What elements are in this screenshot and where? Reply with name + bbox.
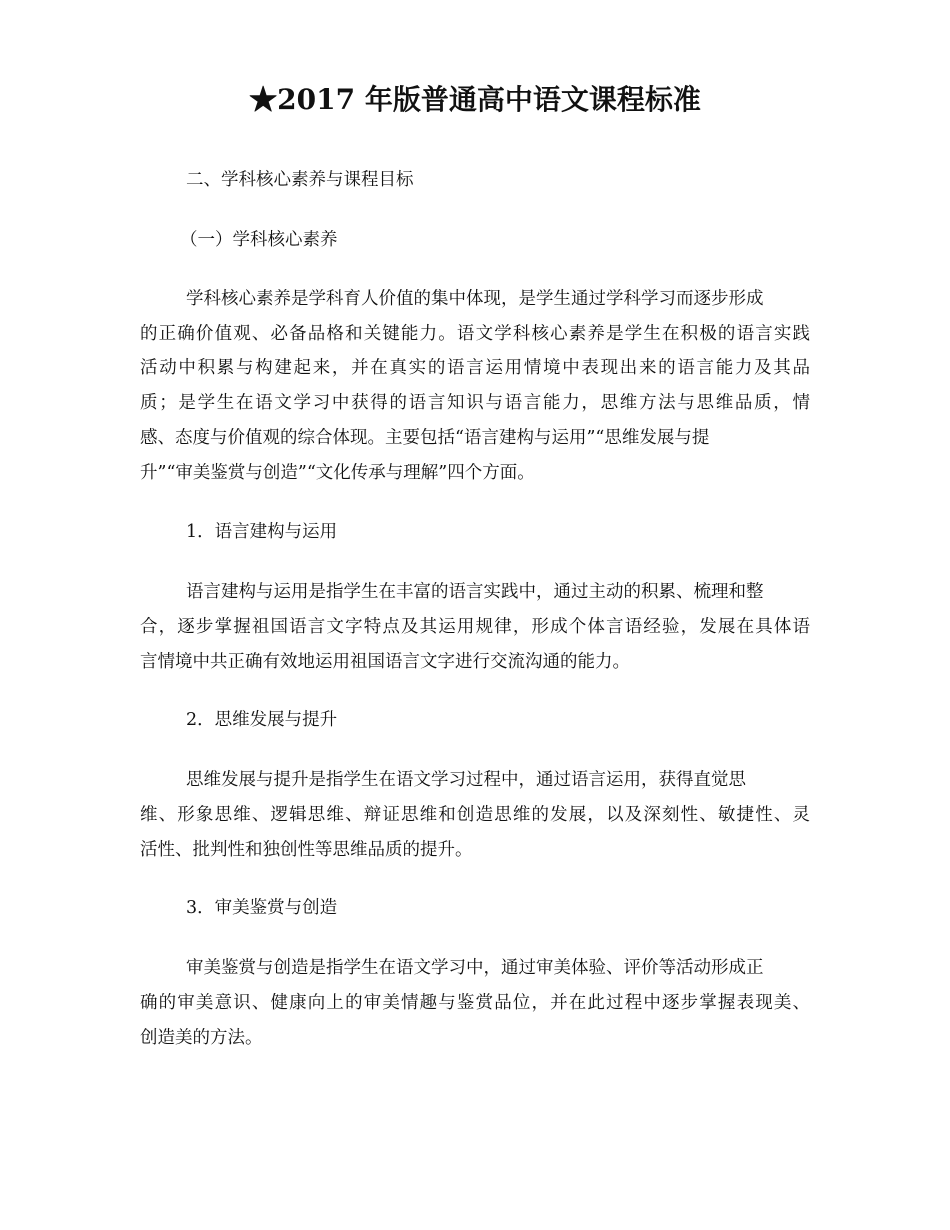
paragraph-line: 思维发展与提升是指学生在语文学习过程中，通过语言运用，获得直觉思 <box>186 770 746 790</box>
paragraph-line: 语言建构与运用是指学生在丰富的语言实践中，通过主动的积累、梳理和整 <box>186 582 764 602</box>
item-heading: 1．语言建构与运用 <box>186 522 338 542</box>
paragraph-line: 质；是学生在语文学习中获得的语言知识与语言能力，思维方法与思维品质，情 <box>140 393 810 413</box>
paragraph-line: 活动中积累与构建起来，并在真实的语言运用情境中表现出来的语言能力及其品 <box>140 358 810 378</box>
paragraph-line: 确的审美意识、健康向上的审美情趣与鉴赏品位，并在此过程中逐步掌握表现美、 <box>140 993 810 1013</box>
paragraph-line: 创造美的方法。 <box>140 1028 263 1048</box>
subsection-heading: （一）学科核心素养 <box>180 230 338 250</box>
paragraph-line: 合，逐步掌握祖国语言文字特点及其运用规律，形成个体言语经验，发展在具体语 <box>140 617 810 637</box>
paragraph-line: 升”“审美鉴赏与创造”“文化传承与理解”四个方面。 <box>140 463 535 483</box>
item-heading: 2．思维发展与提升 <box>186 710 338 730</box>
section-heading: 二、学科核心素养与课程目标 <box>186 170 414 190</box>
item-heading: 3．审美鉴赏与创造 <box>186 898 338 918</box>
paragraph-line: 学科核心素养是学科育人价值的集中体现，是学生通过学科学习而逐步形成 <box>186 289 764 309</box>
paragraph-line: 的正确价值观、必备品格和关键能力。语文学科核心素养是学生在积极的语言实践 <box>140 324 810 344</box>
paragraph-line: 言情境中共正确有效地运用祖国语言文字进行交流沟通的能力。 <box>140 652 630 672</box>
paragraph-line: 审美鉴赏与创造是指学生在语文学习中，通过审美体验、评价等活动形成正 <box>186 958 764 978</box>
paragraph-line: 活性、批判性和独创性等思维品质的提升。 <box>140 840 473 860</box>
page-title: ★2017 年版普通高中语文课程标准 <box>249 83 701 116</box>
paragraph-line: 维、形象思维、逻辑思维、辩证思维和创造思维的发展，以及深刻性、敏捷性、灵 <box>140 805 810 825</box>
paragraph-line: 感、态度与价值观的综合体现。主要包括“语言建构与运用”“思维发展与提 <box>140 428 710 448</box>
